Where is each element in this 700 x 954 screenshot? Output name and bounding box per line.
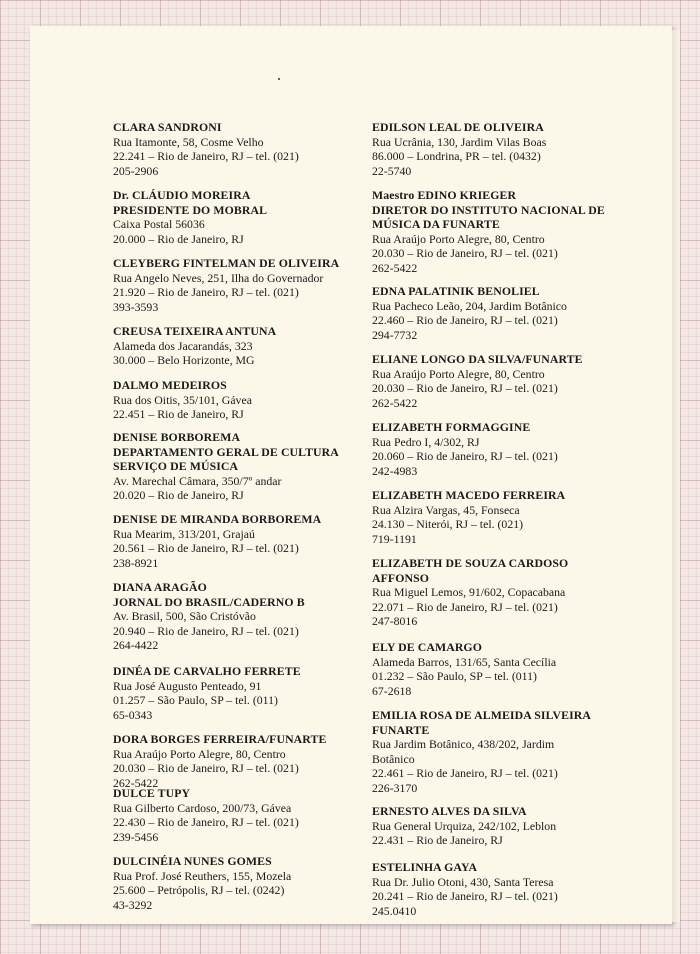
entry-name: DULCINÉIA NUNES GOMES — [113, 854, 272, 868]
directory-entry — [113, 854, 291, 912]
entry-name: DORA BORGES FERREIRA/FUNARTE — [113, 732, 327, 746]
directory-page — [30, 26, 672, 924]
directory-entry — [372, 556, 568, 629]
entry-name: ESTELINHA GAYA — [372, 860, 478, 874]
entry-line: Rua Gilberto Cardoso, 200/73, Gávea — [113, 800, 292, 815]
entry-name: ELIANE LONGO DA SILVA/FUNARTE — [372, 352, 583, 366]
entry-line: 20.241 – Rio de Janeiro, RJ – tel. (021) — [372, 889, 558, 904]
entry-name: ELIZABETH DE SOUZA CARDOSO — [372, 556, 569, 570]
entry-name: DIRETOR DO INSTITUTO NACIONAL DE — [372, 202, 605, 217]
directory-entry — [113, 324, 276, 368]
entry-line: Rua Araújo Porto Alegre, 80, Centro — [372, 366, 545, 381]
entry-line: Botânico — [372, 751, 415, 766]
entry-line: 24.130 – Niterói, RJ – tel. (021) — [372, 517, 524, 532]
directory-entry — [113, 188, 267, 246]
entry-line: 67-2618 — [372, 683, 412, 698]
entry-line: 294-7732 — [372, 327, 418, 342]
entry-line: 22.461 – Rio de Janeiro, RJ – tel. (021) — [372, 766, 558, 781]
directory-entry — [372, 352, 583, 410]
entry-line: 20.030 – Rio de Janeiro, RJ – tel. (021) — [372, 381, 558, 396]
entry-line: Rua Pacheco Leão, 204, Jardim Botânico — [372, 298, 567, 313]
entry-name: EDILSON LEAL DE OLIVEIRA — [372, 120, 544, 134]
entry-line: 20.000 – Rio de Janeiro, RJ — [113, 231, 244, 246]
entry-line: 20.030 – Rio de Janeiro, RJ – tel. (021) — [372, 246, 558, 261]
entry-line: Rua José Augusto Penteado, 91 — [113, 678, 262, 693]
directory-entry — [372, 640, 556, 698]
entry-name: DEPARTAMENTO GERAL DE CULTURA — [113, 444, 339, 459]
entry-name: DENISE BORBOREMA — [113, 430, 241, 444]
entry-name: ELIZABETH FORMAGGINE — [372, 420, 531, 434]
entry-line: 20.940 – Rio de Janeiro, RJ – tel. (021) — [113, 623, 299, 638]
entry-line: Rua Itamonte, 58, Cosme Velho — [113, 134, 264, 149]
entry-name: EMILIA ROSA DE ALMEIDA SILVEIRA — [372, 708, 592, 722]
entry-line: 22.430 – Rio de Janeiro, RJ – tel. (021) — [113, 815, 299, 830]
entry-line: 719-1191 — [372, 531, 417, 546]
entry-line: 205-2906 — [113, 163, 159, 178]
entry-line: 25.600 – Petrópolis, RJ – tel. (0242) — [113, 883, 285, 898]
entry-name: Maestro EDINO KRIEGER — [372, 188, 517, 202]
entry-name: DINÉA DE CARVALHO FERRETE — [113, 664, 301, 678]
entry-name: MÚSICA DA FUNARTE — [372, 217, 500, 232]
entry-line: Rua Angelo Neves, 251, Ilha do Governador — [113, 270, 324, 285]
directory-entry — [113, 378, 252, 422]
entry-line: 22.241 – Rio de Janeiro, RJ – tel. (021) — [113, 149, 299, 164]
directory-entry — [113, 732, 326, 790]
entry-line: 65-0343 — [113, 707, 153, 722]
page-edge — [672, 30, 680, 922]
entry-name: FUNARTE — [372, 722, 430, 737]
entry-line: 22.451 – Rio de Janeiro, RJ — [113, 407, 244, 422]
directory-entry — [113, 430, 339, 503]
directory-entry — [113, 512, 321, 570]
entry-line: 22-5740 — [372, 163, 412, 178]
entry-line: 22.431 – Rio de Janeiro, RJ — [372, 833, 503, 848]
entry-name: DIANA ARAGÃO — [113, 580, 207, 594]
entry-line: 20.020 – Rio de Janeiro, RJ — [113, 488, 244, 503]
entry-line: Rua Ucrânia, 130, Jardim Vilas Boas — [372, 134, 547, 149]
entry-name: CLEYBERG FINTELMAN DE OLIVEIRA — [113, 256, 340, 270]
entry-line: 262-5422 — [372, 395, 418, 410]
directory-entry — [372, 420, 558, 478]
entry-line: 01.257 – São Paulo, SP – tel. (011) — [113, 693, 278, 708]
entry-line: 262-5422 — [372, 260, 418, 275]
entry-line: Rua Dr. Julio Otoni, 430, Santa Teresa — [372, 874, 554, 889]
entry-line: 86.000 – Londrina, PR – tel. (0432) — [372, 149, 541, 164]
directory-entry — [372, 860, 558, 918]
entry-name: DALMO MEDEIROS — [113, 378, 227, 392]
directory-entry — [372, 120, 546, 178]
entry-line: Rua dos Oitis, 35/101, Gávea — [113, 392, 252, 407]
entry-line: 245.0410 — [372, 903, 417, 918]
entry-name: ELY DE CAMARGO — [372, 640, 482, 654]
entry-name: PRESIDENTE DO MOBRAL — [113, 202, 268, 217]
entry-line: Caixa Postal 56036 — [113, 217, 205, 232]
entry-name: Dr. CLÁUDIO MOREIRA — [113, 188, 251, 202]
entry-line: Alameda Barros, 131/65, Santa Cecília — [372, 654, 557, 669]
entry-line: 262-5422 — [113, 775, 159, 790]
entry-line: Alameda dos Jacarandás, 323 — [113, 338, 253, 353]
entry-line: 22.071 – Rio de Janeiro, RJ – tel. (021) — [372, 599, 558, 614]
entry-line: 20.561 – Rio de Janeiro, RJ – tel. (021) — [113, 541, 299, 556]
directory-entry — [372, 804, 556, 848]
entry-line: Rua Araújo Porto Alegre, 80, Centro — [372, 231, 545, 246]
entry-line: 20.030 – Rio de Janeiro, RJ – tel. (021) — [113, 761, 299, 776]
entry-line: Rua Alzira Vargas, 45, Fonseca — [372, 502, 520, 517]
entry-line: 393-3593 — [113, 299, 159, 314]
entry-line: Rua Pedro I, 4/302, RJ — [372, 434, 480, 449]
entry-line: 242-4983 — [372, 463, 418, 478]
entry-line: Rua Araújo Porto Alegre, 80, Centro — [113, 746, 286, 761]
entry-line: 247-8016 — [372, 614, 418, 629]
entry-name: EDNA PALATINIK BENOLIEL — [372, 284, 540, 298]
entry-line: Av. Brasil, 500, São Cristóvão — [113, 609, 256, 624]
entry-line: 21.920 – Rio de Janeiro, RJ – tel. (021) — [113, 285, 299, 300]
entry-line: 20.060 – Rio de Janeiro, RJ – tel. (021) — [372, 449, 558, 464]
directory-entry — [372, 488, 565, 546]
entry-name: JORNAL DO BRASIL/CADERNO B — [113, 594, 305, 609]
directory-entry — [113, 580, 305, 653]
directory-entry — [113, 664, 301, 722]
entry-name: CREUSA TEIXEIRA ANTUNA — [113, 324, 277, 338]
entry-name: ERNESTO ALVES DA SILVA — [372, 804, 527, 818]
entry-name: AFFONSO — [372, 570, 430, 585]
entry-line: 238-8921 — [113, 555, 159, 570]
entry-line: 226-3170 — [372, 780, 418, 795]
entry-line: Rua Miguel Lemos, 91/602, Copacabana — [372, 585, 566, 600]
entry-line: Rua Prof. José Reuthers, 155, Mozela — [113, 868, 292, 883]
entry-line: Rua Jardim Botânico, 438/202, Jardim — [372, 737, 555, 752]
directory-entry — [372, 188, 605, 276]
entry-name: ELIZABETH MACEDO FERREIRA — [372, 488, 566, 502]
entry-name: CLARA SANDRONI — [113, 120, 222, 134]
directory-entry — [372, 284, 567, 342]
entry-line: Av. Marechal Câmara, 350/7º andar — [113, 473, 282, 488]
directory-entry — [372, 708, 591, 796]
entry-name: SERVIÇO DE MÚSICA — [113, 459, 239, 474]
entry-name: DENISE DE MIRANDA BORBOREMA — [113, 512, 322, 526]
page-mark — [278, 78, 280, 80]
directory-entry — [113, 786, 299, 844]
entry-name: DULCE TUPY — [113, 786, 191, 800]
entry-line: Rua General Urquiza, 242/102, Leblon — [372, 818, 557, 833]
entry-line: 30.000 – Belo Horizonte, MG — [113, 353, 255, 368]
directory-entry — [113, 256, 339, 314]
directory-entry — [113, 120, 299, 178]
entry-line: 264-4422 — [113, 638, 159, 653]
entry-line: Rua Mearim, 313/201, Grajaú — [113, 526, 255, 541]
entry-line: 239-5456 — [113, 829, 159, 844]
entry-line: 22.460 – Rio de Janeiro, RJ – tel. (021) — [372, 313, 558, 328]
entry-line: 01.232 – São Paulo, SP – tel. (011) — [372, 669, 537, 684]
entry-line: 43-3292 — [113, 897, 153, 912]
